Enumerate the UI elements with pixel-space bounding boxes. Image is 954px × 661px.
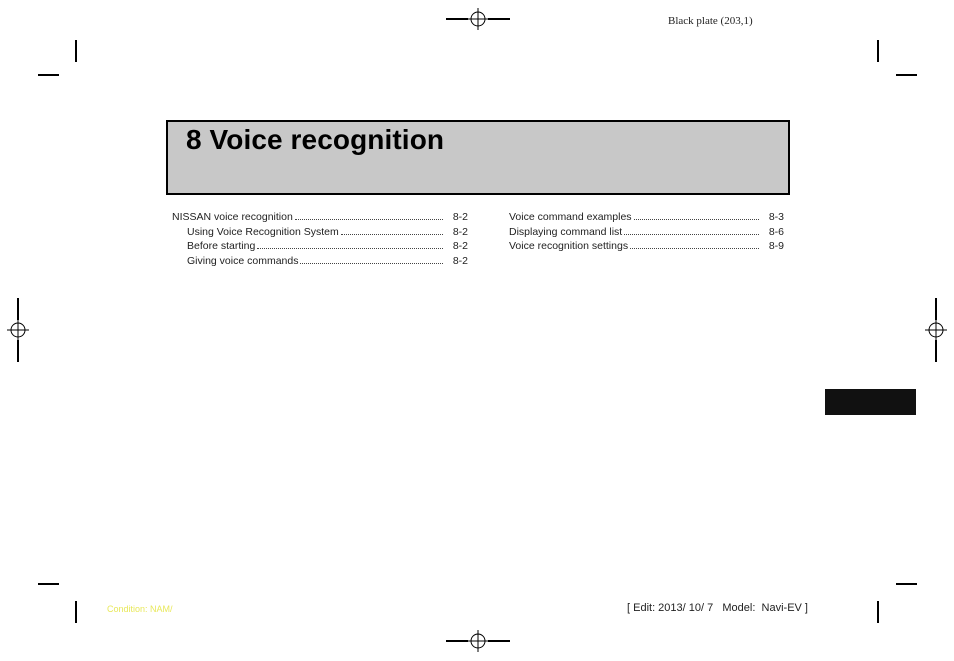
- side-mark-left-upper: [17, 298, 19, 320]
- edit-model-label: [ Edit: 2013/ 10/ 7 Model: Navi-EV ]: [627, 602, 808, 614]
- toc-leader-dots: [630, 248, 759, 249]
- top-mark-left: [446, 18, 468, 20]
- crop-mark-top-right-vertical: [877, 40, 879, 62]
- toc-leader-dots: [257, 248, 443, 249]
- toc-entry-label: Voice command examples: [509, 211, 632, 223]
- toc-left-column: [172, 210, 468, 268]
- bottom-mark-left: [446, 640, 468, 642]
- toc-entry[interactable]: [172, 254, 468, 269]
- toc-entry-label: Voice recognition settings: [509, 240, 629, 253]
- toc-entry-page: 8-2: [452, 225, 468, 238]
- bottom-mark-right: [488, 640, 510, 642]
- side-mark-right-lower: [935, 340, 937, 362]
- registration-mark-bottom-icon: [467, 630, 489, 652]
- toc-entry-label: NISSAN voice recognition: [172, 211, 293, 223]
- toc-leader-dots: [341, 234, 443, 235]
- toc-entry-label: Using Voice Recognition System: [187, 225, 339, 238]
- toc-entry[interactable]: [172, 225, 468, 240]
- registration-mark-left-icon: [7, 319, 29, 341]
- toc-leader-dots: [634, 219, 759, 220]
- crop-mark-top-right-horizontal: [896, 74, 917, 76]
- toc-entry-label: Before starting: [187, 240, 256, 253]
- toc-entry-page: 8-2: [452, 211, 468, 223]
- toc-leader-dots: [295, 219, 443, 220]
- toc-leader-dots: [300, 263, 443, 264]
- crop-mark-bottom-left-vertical: [75, 601, 77, 623]
- toc-entry-page: 8-2: [452, 240, 468, 253]
- chapter-title: 8 Voice recognition: [186, 124, 445, 155]
- registration-mark-top-icon: [467, 8, 489, 30]
- crop-mark-top-left-vertical: [75, 40, 77, 62]
- crop-mark-bottom-right-vertical: [877, 601, 879, 623]
- toc-entry-page: 8-6: [768, 225, 784, 238]
- toc-entry-label: Displaying command list: [509, 225, 623, 238]
- toc-leader-dots: [624, 234, 759, 235]
- chapter-header: [166, 120, 790, 195]
- toc-entry[interactable]: [509, 210, 784, 225]
- crop-mark-bottom-right-horizontal: [896, 583, 917, 585]
- toc-entry[interactable]: [172, 239, 468, 254]
- top-mark-right: [488, 18, 510, 20]
- chapter-thumb-tab: [825, 389, 916, 415]
- toc-entry-page: 8-9: [768, 240, 784, 253]
- plate-label: Black plate (203,1): [668, 15, 753, 27]
- toc-entry-label: Giving voice commands: [187, 254, 299, 267]
- crop-mark-top-left-horizontal: [38, 74, 59, 76]
- toc-entry[interactable]: [172, 210, 468, 225]
- toc-entry-page: 8-3: [768, 211, 784, 223]
- side-mark-right-upper: [935, 298, 937, 320]
- toc-right-column: [509, 210, 784, 254]
- crop-mark-bottom-left-horizontal: [38, 583, 59, 585]
- toc-entry-page: 8-2: [452, 254, 468, 267]
- side-mark-left-lower: [17, 340, 19, 362]
- toc-entry[interactable]: [509, 225, 784, 240]
- toc-entry[interactable]: [509, 239, 784, 254]
- registration-mark-right-icon: [925, 319, 947, 341]
- condition-label: Condition: NAM/: [107, 604, 173, 614]
